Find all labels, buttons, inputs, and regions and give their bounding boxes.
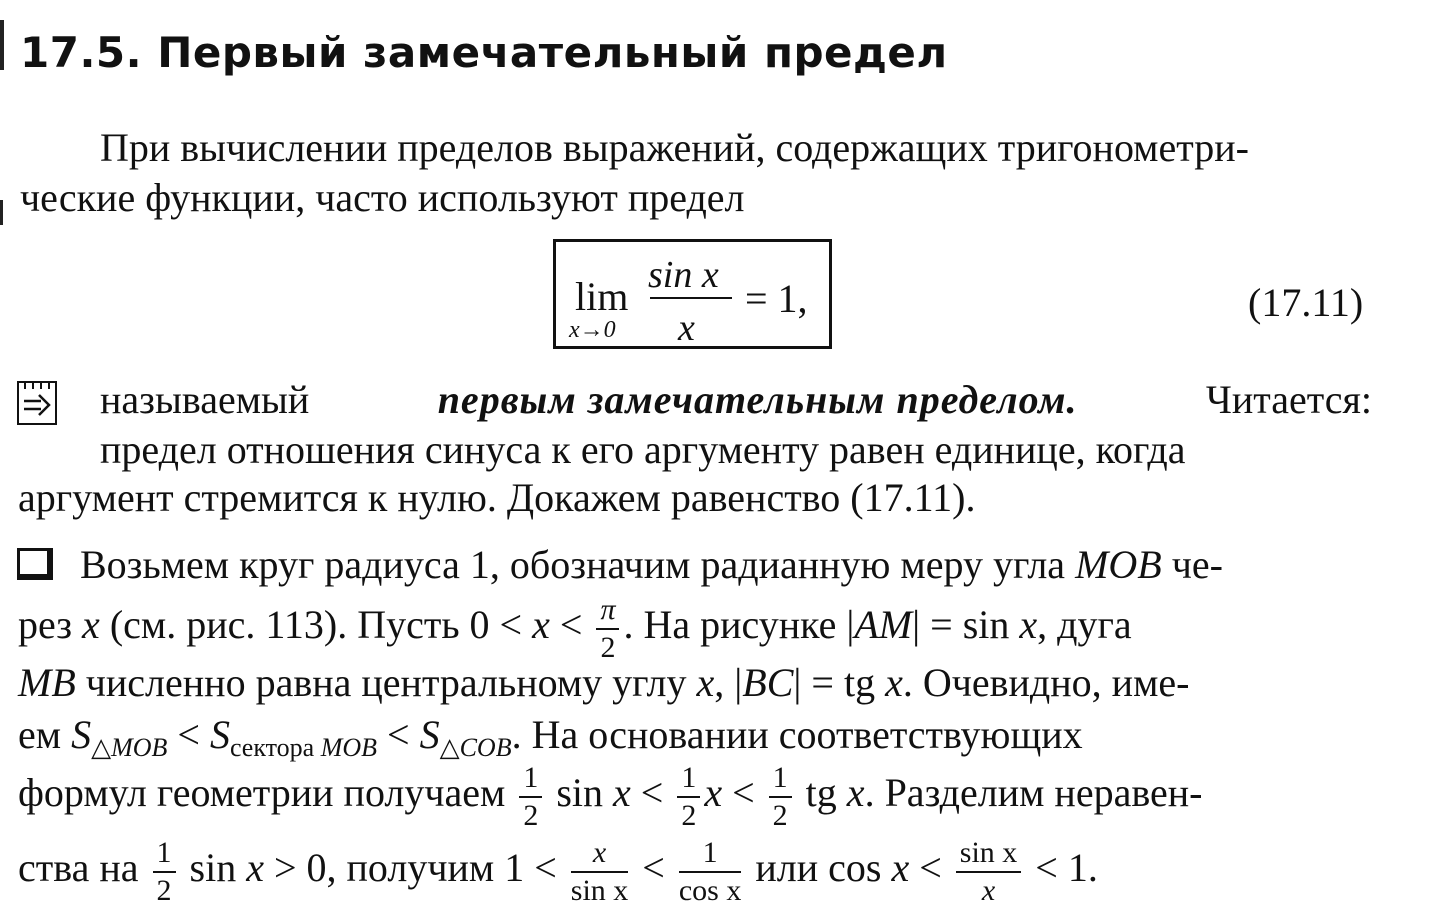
formula-number: (17.11) [1248, 280, 1364, 325]
proof-line-4: ем $S_{\triangle MOB} < S_{сектора}$ $_{MOB} < S_{\triangle COB}$. На основании соответствующих [18, 712, 1083, 762]
definition-line-3: аргумент стремится к нулю. Докажем равенство (17.11). [18, 475, 976, 520]
scan-edge-mark [0, 200, 3, 225]
proof-line-2: рез x (см. рис. 113). Пусть 0 < x < $\frac{\pi}{2}$ . На рисунке |AM| = sin x, дуга [18, 593, 1132, 664]
proof-line-3: MB численно равна центральному углу x, |BC| = tg x. Очевидно, име- [18, 660, 1190, 705]
formula-denominator: x [678, 307, 695, 349]
section-heading: 17.5. Первый замечательный предел [20, 28, 948, 77]
formula-numerator: sin x [648, 254, 719, 296]
proof-line-1: Возьмем круг радиуса 1, обозначим радианную меру угла MOB че- [80, 542, 1223, 587]
definition-prefix: называемый [100, 377, 310, 422]
one-over-cosx-fraction: $\frac{1}{\text{cos x}}$ [678, 836, 742, 907]
formula-lim: lim [575, 274, 629, 319]
definition-term: первым замечательным пределом. [437, 377, 1078, 422]
intro-line-1: При вычислении пределов выражений, содержащих тригонометри- [100, 125, 1249, 170]
formula-lim-subscript: x→0 [569, 317, 616, 343]
definition-line-1 [100, 377, 1372, 422]
definition-suffix: Читается: [1205, 377, 1372, 422]
half-fraction: $\frac{1}{2}$ [153, 838, 176, 906]
sinx-over-x-fraction: $\frac{\text{sin x}}{x}$ [956, 838, 1022, 906]
half-fraction: $\frac{1}{2}$ [677, 763, 700, 831]
scan-edge-mark [0, 20, 4, 70]
half-fraction: $\frac{1}{2}$ [519, 763, 542, 831]
formula-rhs: = 1, [745, 276, 808, 321]
pi-over-two-fraction: $\frac{\pi}{2}$ [596, 595, 619, 663]
proof-start-icon [17, 548, 53, 580]
definition-line-2: предел отношения синуса к его аргументу равен единице, когда [100, 427, 1186, 472]
proof-line-6: ства на $\frac{1}{2}$ sin x > 0, получим 1 < $\frac{x}{\text{sin x}}$ < $\frac{1}{\text{cos x}}$ или cos x < $\frac{\text{sin x}}{x}$ < 1. [18, 836, 1098, 907]
x-over-sinx-fraction: $\frac{x}{\text{sin x}}$ [570, 836, 629, 907]
intro-line-2: ческие функции, часто используют предел [20, 175, 745, 220]
formula-fraction-bar [650, 297, 732, 299]
half-fraction: $\frac{1}{2}$ [769, 763, 792, 831]
definition-note-icon [17, 381, 57, 425]
proof-line-5: формул геометрии получаем $\frac{1}{2}$ sin x < $\frac{1}{2}$ x < $\frac{1}{2}$ tg x. Разделим неравен- [18, 761, 1203, 832]
